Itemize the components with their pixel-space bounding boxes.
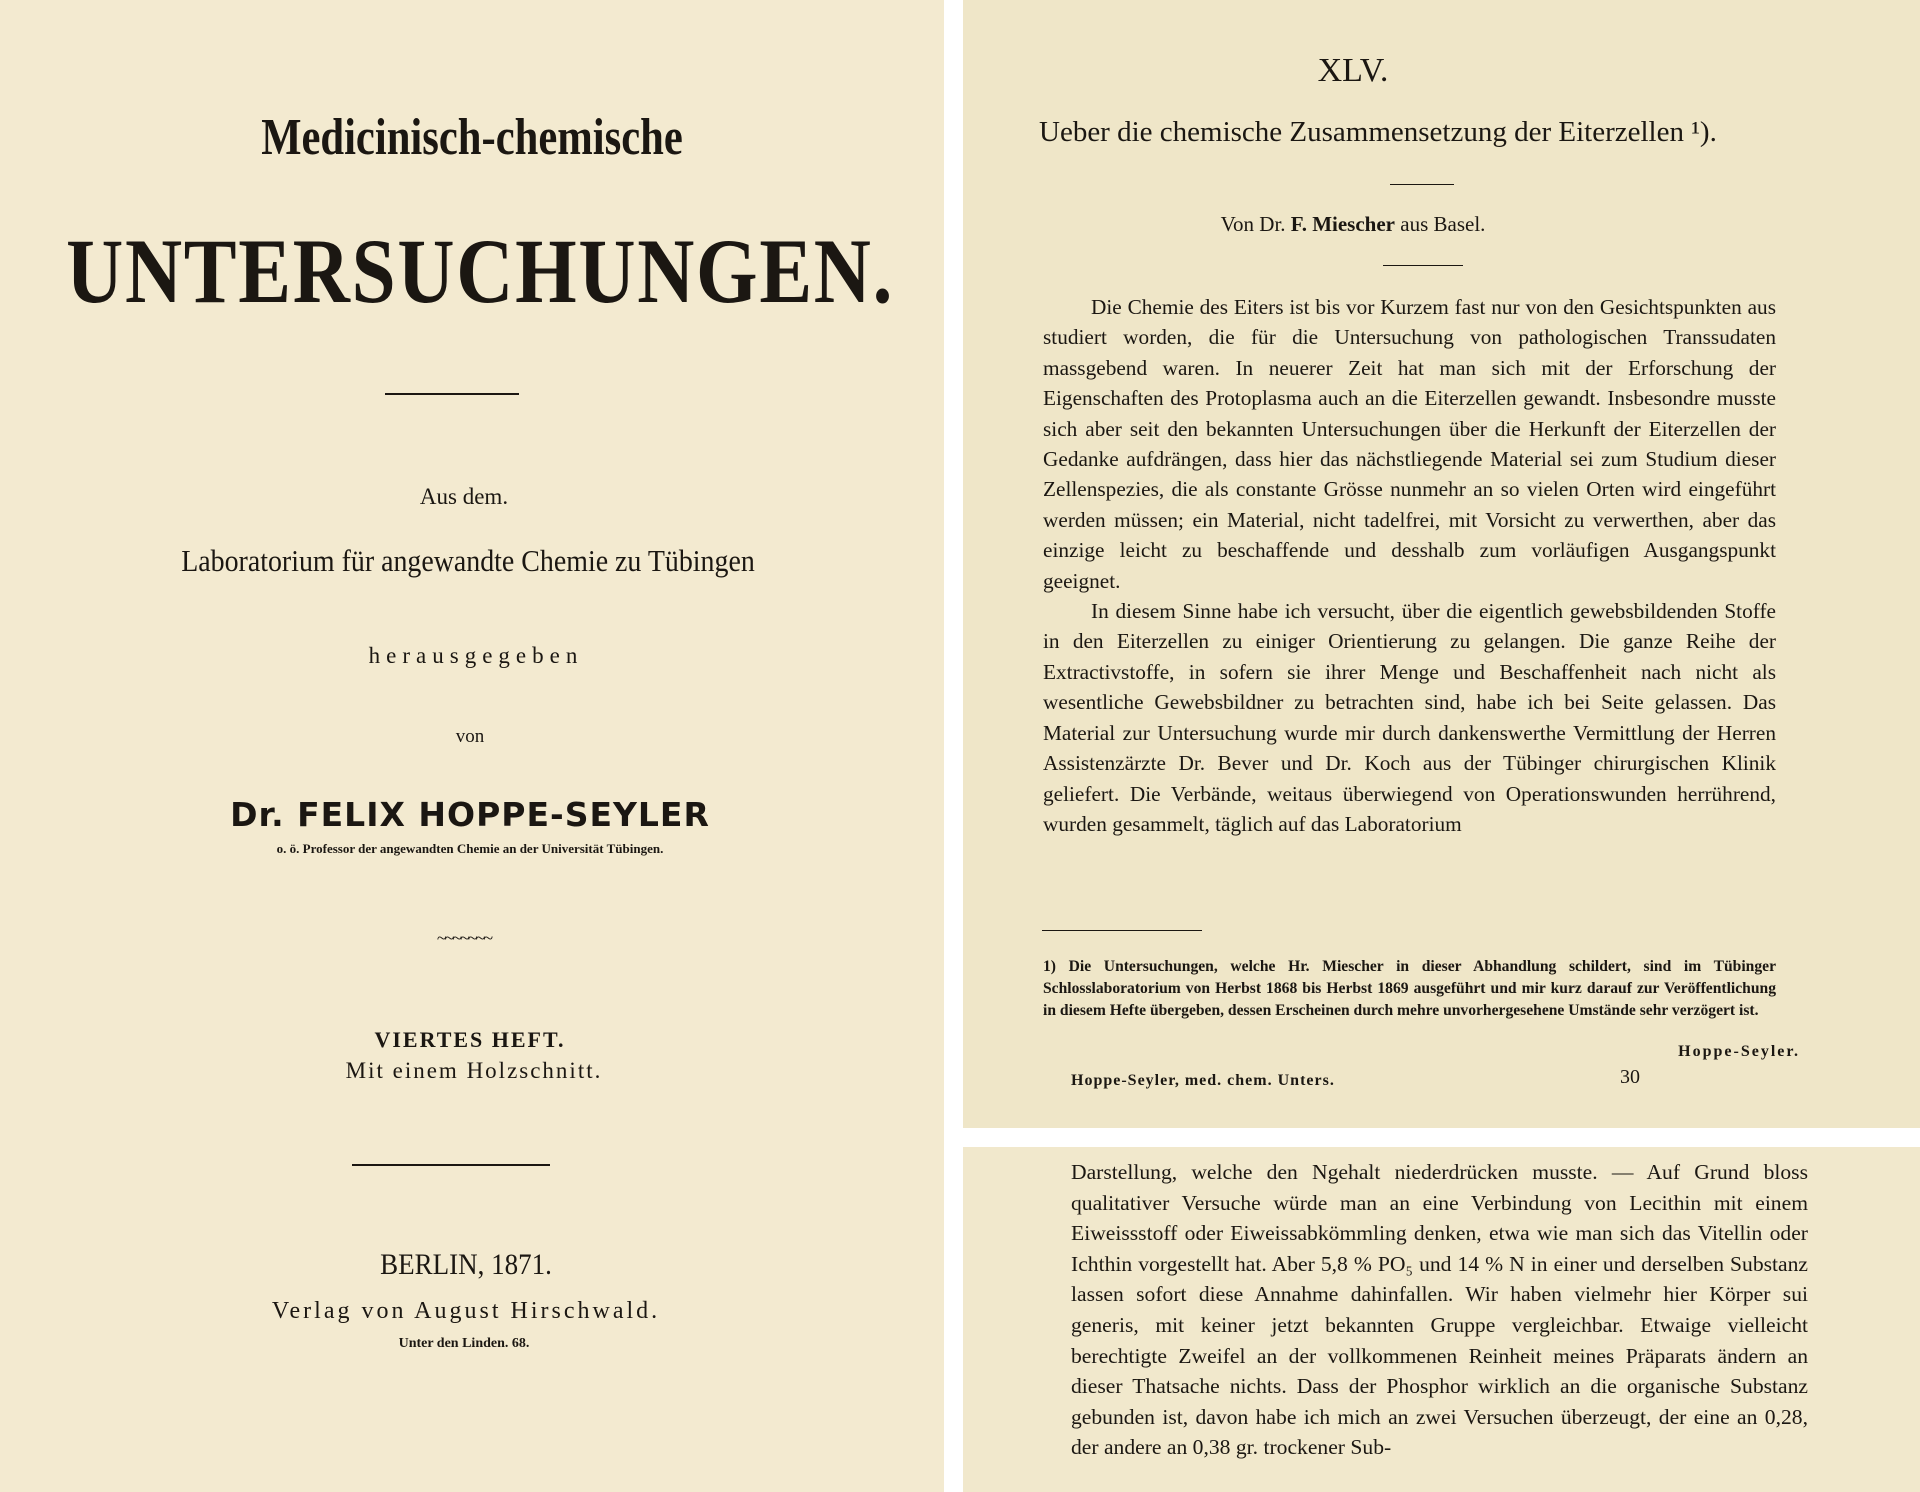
article-first-page-scan <box>963 0 1920 1128</box>
footnote: 1) Die Untersuchungen, welche Hr. Miescher in dieser Abhandlung schildert, sind im Tübinger Schlosslaboratorium von Herbst 1868 bis Herbst 1869 ausgeführt und mir kurz darauf zur Veröffentlichung in diesem Hefte übergeben, dessen Erscheinen durch mehre unvorhergesehene Umstände sehr verzögert ist. <box>1043 958 1776 1019</box>
article-title: Ueber die chemische Zusammensetzung der Eiterzellen ¹). <box>1039 116 1717 148</box>
ornament-flourish: ~~~~~~~ <box>436 928 492 948</box>
paragraph-1: Die Chemie des Eiters ist bis vor Kurzem fast nur von den Gesichtspunkten aus studiert worden, die für die Untersuchung von pathologischen Transsudaten massgebend waren. In neuerer Zeit hat man sich mit der Erforschung der Eigenschaften des Protoplasma auch an die Eiterzellen gewandt. Insbesondre musste sich aber seit den bekannten Untersuchungen über die Herkunft der Eiterzellen der Gedanke aufdrängen, dass hier das nächstliegende Material sei zum Studium dieser Zellenspezies, die als constante Grösse nunmehr an so vielen Orten wird eingeführt werden müssen; ein Material, nicht tadelfrei, mit Vorsicht zu verwerthen, aber das einzige leicht zu beschaffende und desshalb zum vorläufigen Ausgangspunkt geeignet. <box>1043 295 1776 593</box>
footnote-rule <box>1042 930 1202 931</box>
continuation-paragraph: Darstellung, welche den Ngehalt niederdrücken musste. — Auf Grund bloss qualitativer Versuche würde man an eine Verbindung von Lecithin mit einem Eiweissstoff oder Eiweissabkömmling denken, etwa wie man sich das Vitellin oder Ichthin vorgestellt hat. Aber 5,8 % PO₅ und 14 % N in einer und derselben Substanz lassen sofort diese Annahme dahinfallen. Wir haben vielmehr hier Körper sui generis, mit keiner jetzt bekannten Gruppe vergleichbar. Etwaige vielleicht berechtigte Zweifel an der vollkommenen Reinheit meines Präparats ändern an dieser Thatsache nichts. Dass der Phosphor wirklich an die organische Substanz gebunden ist, davon habe ich mich an zwei Versuchen überzeugt, der eine an 0,28, der andere an 0,38 gr. trockener Sub- <box>1071 1160 1808 1460</box>
issue-note: Mit einem Holzschnitt. <box>345 1058 603 1083</box>
author-name: F. Miescher <box>1290 212 1395 236</box>
publisher-address: Unter den Linden. 68. <box>398 1336 530 1351</box>
title-divider <box>385 393 519 395</box>
place-year: BERLIN, 1871. <box>380 1248 552 1281</box>
article-number: XLV. <box>1317 52 1389 89</box>
issue-label: VIERTES HEFT. <box>374 1027 566 1052</box>
continuation-body <box>1071 1157 1808 1463</box>
by-label: von <box>455 726 485 747</box>
page-number: 30 <box>1620 1066 1640 1088</box>
paragraph-2: In diesem Sinne habe ich versucht, über die eigentlich gewebsbildenden Stoffe in den Eiterzellen zu einiger Orientierung zu gelangen. Die ganze Reihe der Extractivstoffe, in sofern sie ihrer Menge und Beschaffenheit nach nicht als wesentliche Gewebsbildner zu betrachten sind, habe ich bei Seite gelassen. Das Material zur Untersuchung wurde mir durch dankenswerthe Vermittlung der Herren Assistenzärzte Dr. Bever und Dr. Koch aus der Tübinger chirurgischen Klinik geliefert. Die Verbände, weitaus überwiegend von Operationswunden herrührend, wurden gesammelt, täglich auf das Laboratorium <box>1043 599 1776 836</box>
main-title: UNTERSUCHUNGEN. <box>66 220 895 322</box>
article-author-line <box>963 212 1743 237</box>
imprint-divider <box>352 1164 550 1166</box>
edited-by-label: herausgegeben <box>368 643 584 668</box>
editor-position: o. ö. Professor der angewandten Chemie an der Universität Tübingen. <box>276 841 664 856</box>
series-heading: Medicinisch-chemische <box>261 109 683 166</box>
footnote-signature: Hoppe-Seyler. <box>1678 1043 1800 1060</box>
publisher-name: Verlag von August Hirschwald. <box>271 1298 661 1324</box>
editor-name: Dr. FELIX HOPPE-SEYLER <box>230 795 710 834</box>
from-label: Aus dem. <box>419 484 509 509</box>
running-footer: Hoppe-Seyler, med. chem. Unters. <box>1071 1072 1335 1089</box>
author-rule <box>1383 265 1463 266</box>
article-body <box>1043 292 1776 839</box>
author-prefix: Von Dr. <box>1220 212 1286 236</box>
author-suffix: aus Basel. <box>1400 212 1486 236</box>
institution-name: Laboratorium für angewandte Chemie zu Tübingen <box>181 543 755 578</box>
article-continuation-scan <box>963 1147 1920 1492</box>
title-page-scan <box>0 0 944 1492</box>
title-rule <box>1390 184 1454 185</box>
